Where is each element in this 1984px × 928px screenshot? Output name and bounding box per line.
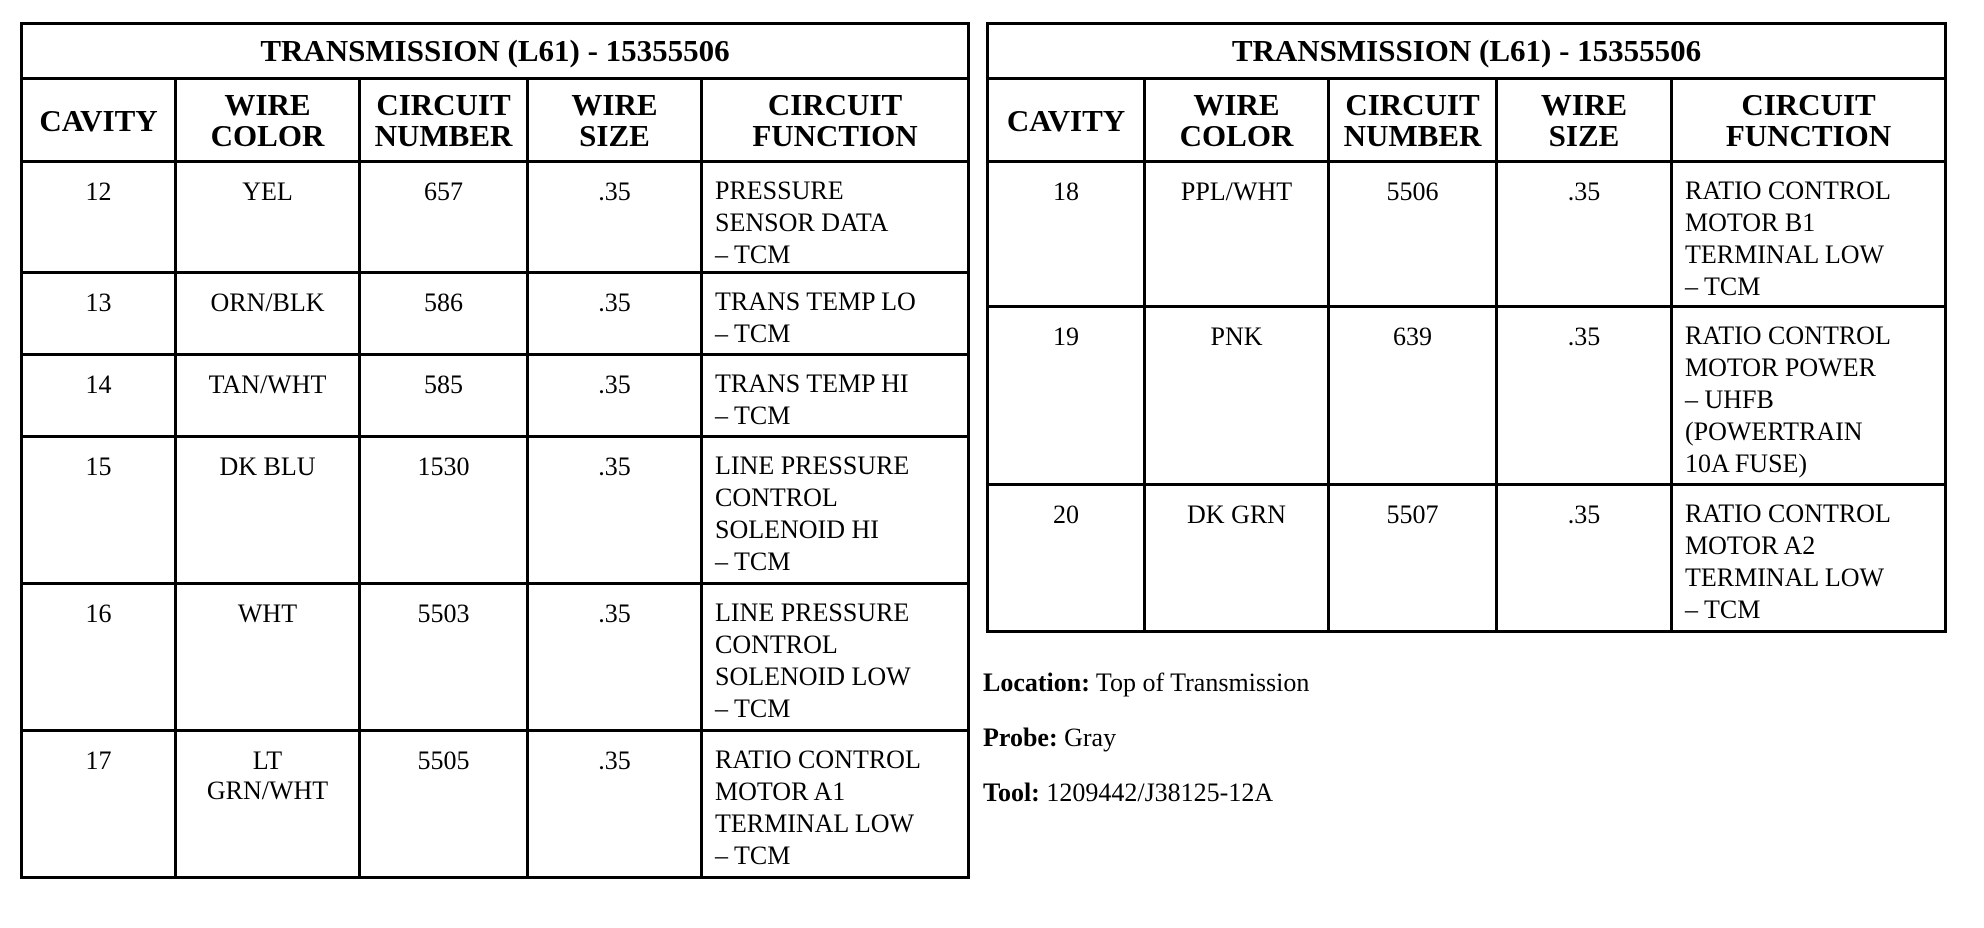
cavity-cell: 19: [988, 307, 1145, 485]
header-circuit-function-text: CIRCUIT FUNCTION: [1725, 87, 1892, 153]
header-circuit-number: [1329, 79, 1497, 162]
circuit-number-cell: 639: [1329, 307, 1497, 485]
wire-color-cell: YEL: [176, 162, 360, 273]
header-cavity: CAVITY: [988, 79, 1145, 162]
circuit-function-cell: TRANS TEMP LO – TCM: [702, 273, 969, 355]
cavity-cell: 18: [988, 162, 1145, 307]
table-row: [22, 273, 969, 355]
cavity-cell: 17: [22, 731, 176, 878]
wire-color-cell: PNK: [1145, 307, 1329, 485]
table-title: TRANSMISSION (L61) - 15355506: [22, 24, 969, 79]
wire-color-cell: WHT: [176, 584, 360, 731]
table-row: [22, 437, 969, 584]
header-circuit-number-text: CIRCUIT NUMBER: [374, 87, 513, 153]
table-row: [22, 731, 969, 878]
header-circuit-function: [702, 79, 969, 162]
wire-size-cell: .35: [528, 355, 702, 437]
pinout-table-right: [986, 22, 1947, 633]
location-value: Top of Transmission: [1095, 668, 1310, 697]
cavity-cell: 20: [988, 485, 1145, 632]
circuit-function-cell: RATIO CONTROL MOTOR A2 TERMINAL LOW – TCM: [1672, 485, 1946, 632]
circuit-number-cell: 1530: [360, 437, 528, 584]
circuit-function-cell: PRESSURE SENSOR DATA – TCM: [702, 162, 969, 273]
circuit-number-cell: 586: [360, 273, 528, 355]
cavity-cell: 16: [22, 584, 176, 731]
header-wire-color: [176, 79, 360, 162]
table-row: [22, 584, 969, 731]
header-wire-color-text: WIRE COLOR: [210, 87, 325, 153]
wire-color-cell: TAN/WHT: [176, 355, 360, 437]
header-circuit-function-text: CIRCUIT FUNCTION: [752, 87, 918, 153]
circuit-function-cell: TRANS TEMP HI – TCM: [702, 355, 969, 437]
wire-size-cell: .35: [528, 731, 702, 878]
cavity-cell: 12: [22, 162, 176, 273]
wire-size-cell: .35: [1497, 485, 1672, 632]
circuit-number-cell: 585: [360, 355, 528, 437]
location-label: Location:: [983, 668, 1090, 697]
tool-label: Tool:: [983, 778, 1040, 807]
header-circuit-number-text: CIRCUIT NUMBER: [1343, 87, 1482, 153]
connector-notes: [983, 668, 1309, 833]
cavity-cell: 15: [22, 437, 176, 584]
table-row: [988, 307, 1946, 485]
header-wire-color-text: WIRE COLOR: [1179, 87, 1294, 153]
probe-value: Gray: [1064, 723, 1117, 752]
header-circuit-number: [360, 79, 528, 162]
circuit-number-cell: 5503: [360, 584, 528, 731]
circuit-function-cell: RATIO CONTROL MOTOR POWER – UHFB (POWERTRAIN 10A FUSE): [1672, 307, 1946, 485]
header-circuit-function: [1672, 79, 1946, 162]
wire-size-cell: .35: [1497, 162, 1672, 307]
circuit-number-cell: 5505: [360, 731, 528, 878]
circuit-number-cell: 5506: [1329, 162, 1497, 307]
table-title: TRANSMISSION (L61) - 15355506: [988, 24, 1946, 79]
wire-size-cell: .35: [1497, 307, 1672, 485]
circuit-number-cell: 657: [360, 162, 528, 273]
wire-size-cell: .35: [528, 273, 702, 355]
wire-color-cell: ORN/BLK: [176, 273, 360, 355]
header-wire-size: [1497, 79, 1672, 162]
header-wire-size-text: WIRE SIZE: [1540, 87, 1628, 153]
table-row: [988, 485, 1946, 632]
circuit-function-cell: RATIO CONTROL MOTOR A1 TERMINAL LOW – TCM: [702, 731, 969, 878]
wire-color-cell: PPL/WHT: [1145, 162, 1329, 307]
header-cavity: CAVITY: [22, 79, 176, 162]
table-row: [988, 162, 1946, 307]
wire-size-cell: .35: [528, 162, 702, 273]
table-row: [22, 355, 969, 437]
circuit-function-cell: RATIO CONTROL MOTOR B1 TERMINAL LOW – TCM: [1672, 162, 1946, 307]
wire-color-cell: [176, 731, 360, 878]
probe-note: [983, 723, 1309, 778]
wire-color-cell: DK GRN: [1145, 485, 1329, 632]
probe-label: Probe:: [983, 723, 1058, 752]
cavity-cell: 14: [22, 355, 176, 437]
tool-note: [983, 778, 1309, 833]
location-note: [983, 668, 1309, 723]
circuit-number-cell: 5507: [1329, 485, 1497, 632]
wire-size-cell: .35: [528, 584, 702, 731]
header-wire-color: [1145, 79, 1329, 162]
tool-value: 1209442/J38125-12A: [1046, 778, 1274, 807]
header-wire-size: [528, 79, 702, 162]
wire-color-cell: DK BLU: [176, 437, 360, 584]
circuit-function-cell: LINE PRESSURE CONTROL SOLENOID HI – TCM: [702, 437, 969, 584]
cavity-cell: 13: [22, 273, 176, 355]
pinout-table-left: [20, 22, 970, 879]
header-wire-size-text: WIRE SIZE: [571, 87, 658, 153]
table-row: [22, 162, 969, 273]
circuit-function-cell: LINE PRESSURE CONTROL SOLENOID LOW – TCM: [702, 584, 969, 731]
wire-color-text: LT GRN/WHT: [206, 746, 329, 805]
wire-size-cell: .35: [528, 437, 702, 584]
